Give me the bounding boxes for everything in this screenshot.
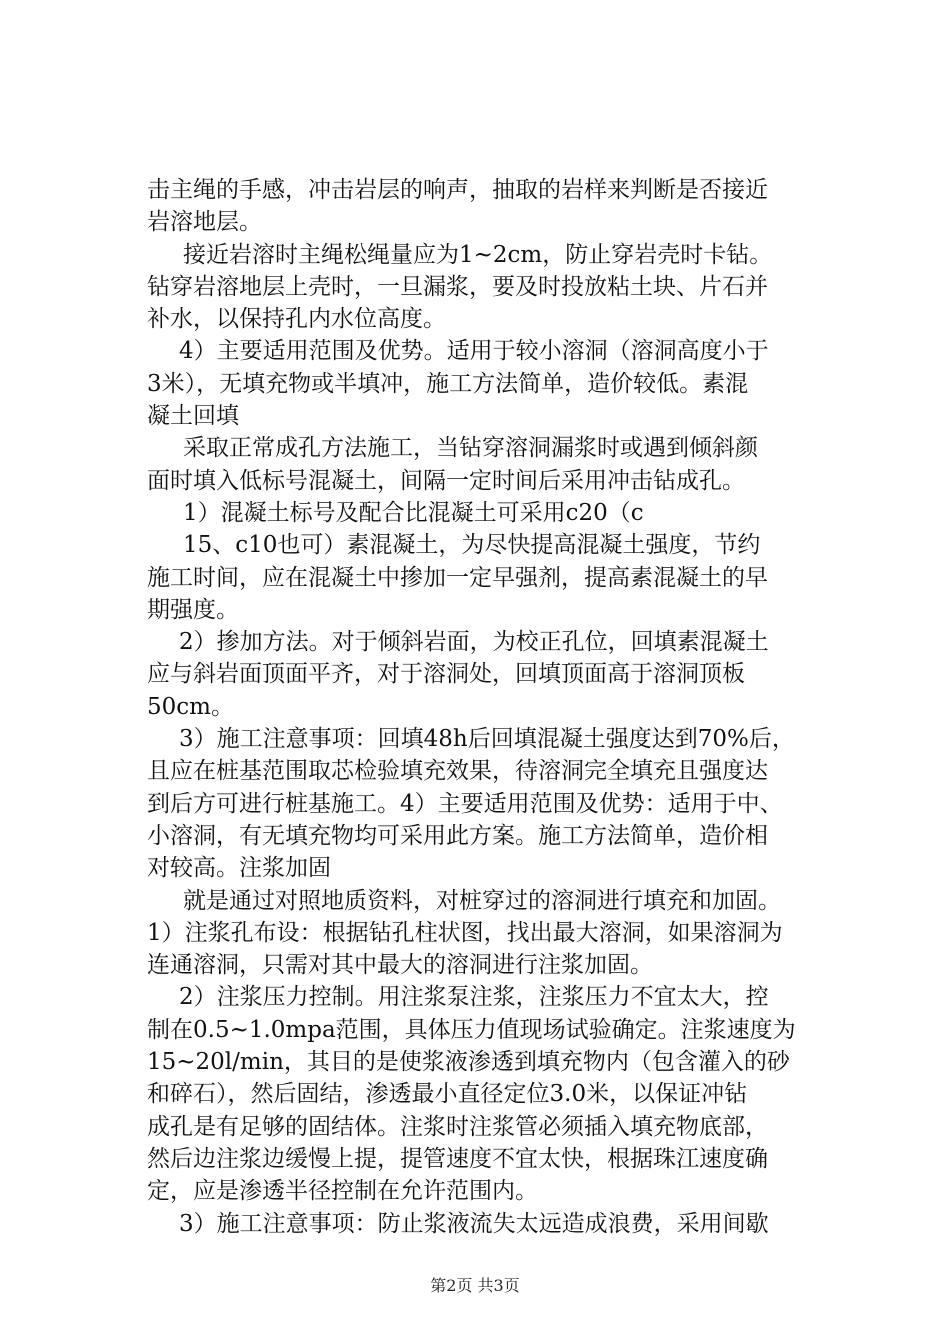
text-line: 定，应是渗透半径控制在允许范围内。	[147, 1178, 538, 1205]
text-line: 期强度。	[147, 596, 239, 623]
text-line: 1）混凝土标号及配合比混凝土可采用c20（c	[183, 499, 644, 526]
text-line: 和碎石），然后固结，渗透最小直径定位3.0米，以保证冲钻	[147, 1081, 748, 1108]
text-line: 岩溶地层。	[147, 209, 262, 236]
text-line: 采取正常成孔方法施工，当钻穿溶洞漏浆时或遇到倾斜颜	[183, 435, 758, 462]
text-line: 4）主要适用范围及优势。适用于较小溶洞（溶洞高度小于	[179, 338, 769, 365]
text-line: 50cm。	[147, 693, 234, 720]
text-line: 就是通过对照地质资料，对桩穿过的溶洞进行填充和加固。	[183, 887, 781, 914]
page-footer: 第2页 共3页	[430, 1276, 520, 1295]
text-line: 且应在桩基范围取芯检验填充效果，待溶洞完全填充且强度达	[147, 758, 768, 785]
text-line: 成孔是有足够的固结体。注浆时注浆管必须插入填充物底部，	[147, 1113, 768, 1140]
text-line: 凝土回填	[147, 403, 239, 430]
text-line: 15、c10也可）素混凝土，为尽快提高混凝土强度，节约	[183, 532, 761, 559]
text-line: 2）注浆压力控制。用注浆泵注浆，注浆压力不宜太大，控	[179, 984, 769, 1011]
text-line: 15~20l/min，其目的是使浆液渗透到填充物内（包含灌入的砂	[147, 1049, 790, 1076]
text-line: 应与斜岩面顶面平齐，对于溶洞处，回填顶面高于溶洞顶板	[147, 661, 745, 688]
text-line: 击主绳的手感，冲击岩层的响声，抽取的岩样来判断是否接近	[147, 177, 768, 203]
text-line: 面时填入低标号混凝土，间隔一定时间后采用冲击钻成孔。	[147, 467, 745, 494]
text-line: 制在0.5~1.0mpa范围，具体压力值现场试验确定。注浆速度为	[147, 1016, 796, 1043]
text-line: 1）注浆孔布设：根据钻孔柱状图，找出最大溶洞，如果溶洞为	[147, 919, 783, 946]
text-line: 接近岩溶时主绳松绳量应为1~2cm，防止穿岩壳时卡钻。	[183, 241, 773, 268]
document-body	[147, 174, 837, 1240]
text-line: 补水，以保持孔内水位高度。	[147, 306, 446, 333]
text-line: 3）施工注意事项：回填48h后回填混凝土强度达到70%后，	[179, 726, 795, 753]
text-line: 3米），无填充物或半填冲，施工方法简单，造价较低。素混	[147, 370, 749, 397]
text-line: 小溶洞，有无填充物均可采用此方案。施工方法简单，造价相	[147, 822, 768, 849]
text-line: 钻穿岩溶地层上壳时，一旦漏浆，要及时投放粘土块、片石并	[147, 273, 768, 300]
text-line: 施工时间，应在混凝土中掺加一定早强剂，提高素混凝土的早	[147, 564, 768, 591]
text-line: 到后方可进行桩基施工。4）主要适用范围及优势：适用于中、	[147, 790, 783, 817]
text-line: 对较高。注浆加固	[147, 855, 331, 882]
text-line: 连通溶洞，只需对其中最大的溶洞进行注浆加固。	[147, 952, 653, 979]
text-line: 然后边注浆边缓慢上提，提管速度不宜太快，根据珠江速度确	[147, 1145, 768, 1172]
text-line: 3）施工注意事项：防止浆液流失太远造成浪费，采用间歇	[179, 1210, 769, 1237]
text-line: 2）掺加方法。对于倾斜岩面，为校正孔位，回填素混凝土	[179, 629, 769, 656]
